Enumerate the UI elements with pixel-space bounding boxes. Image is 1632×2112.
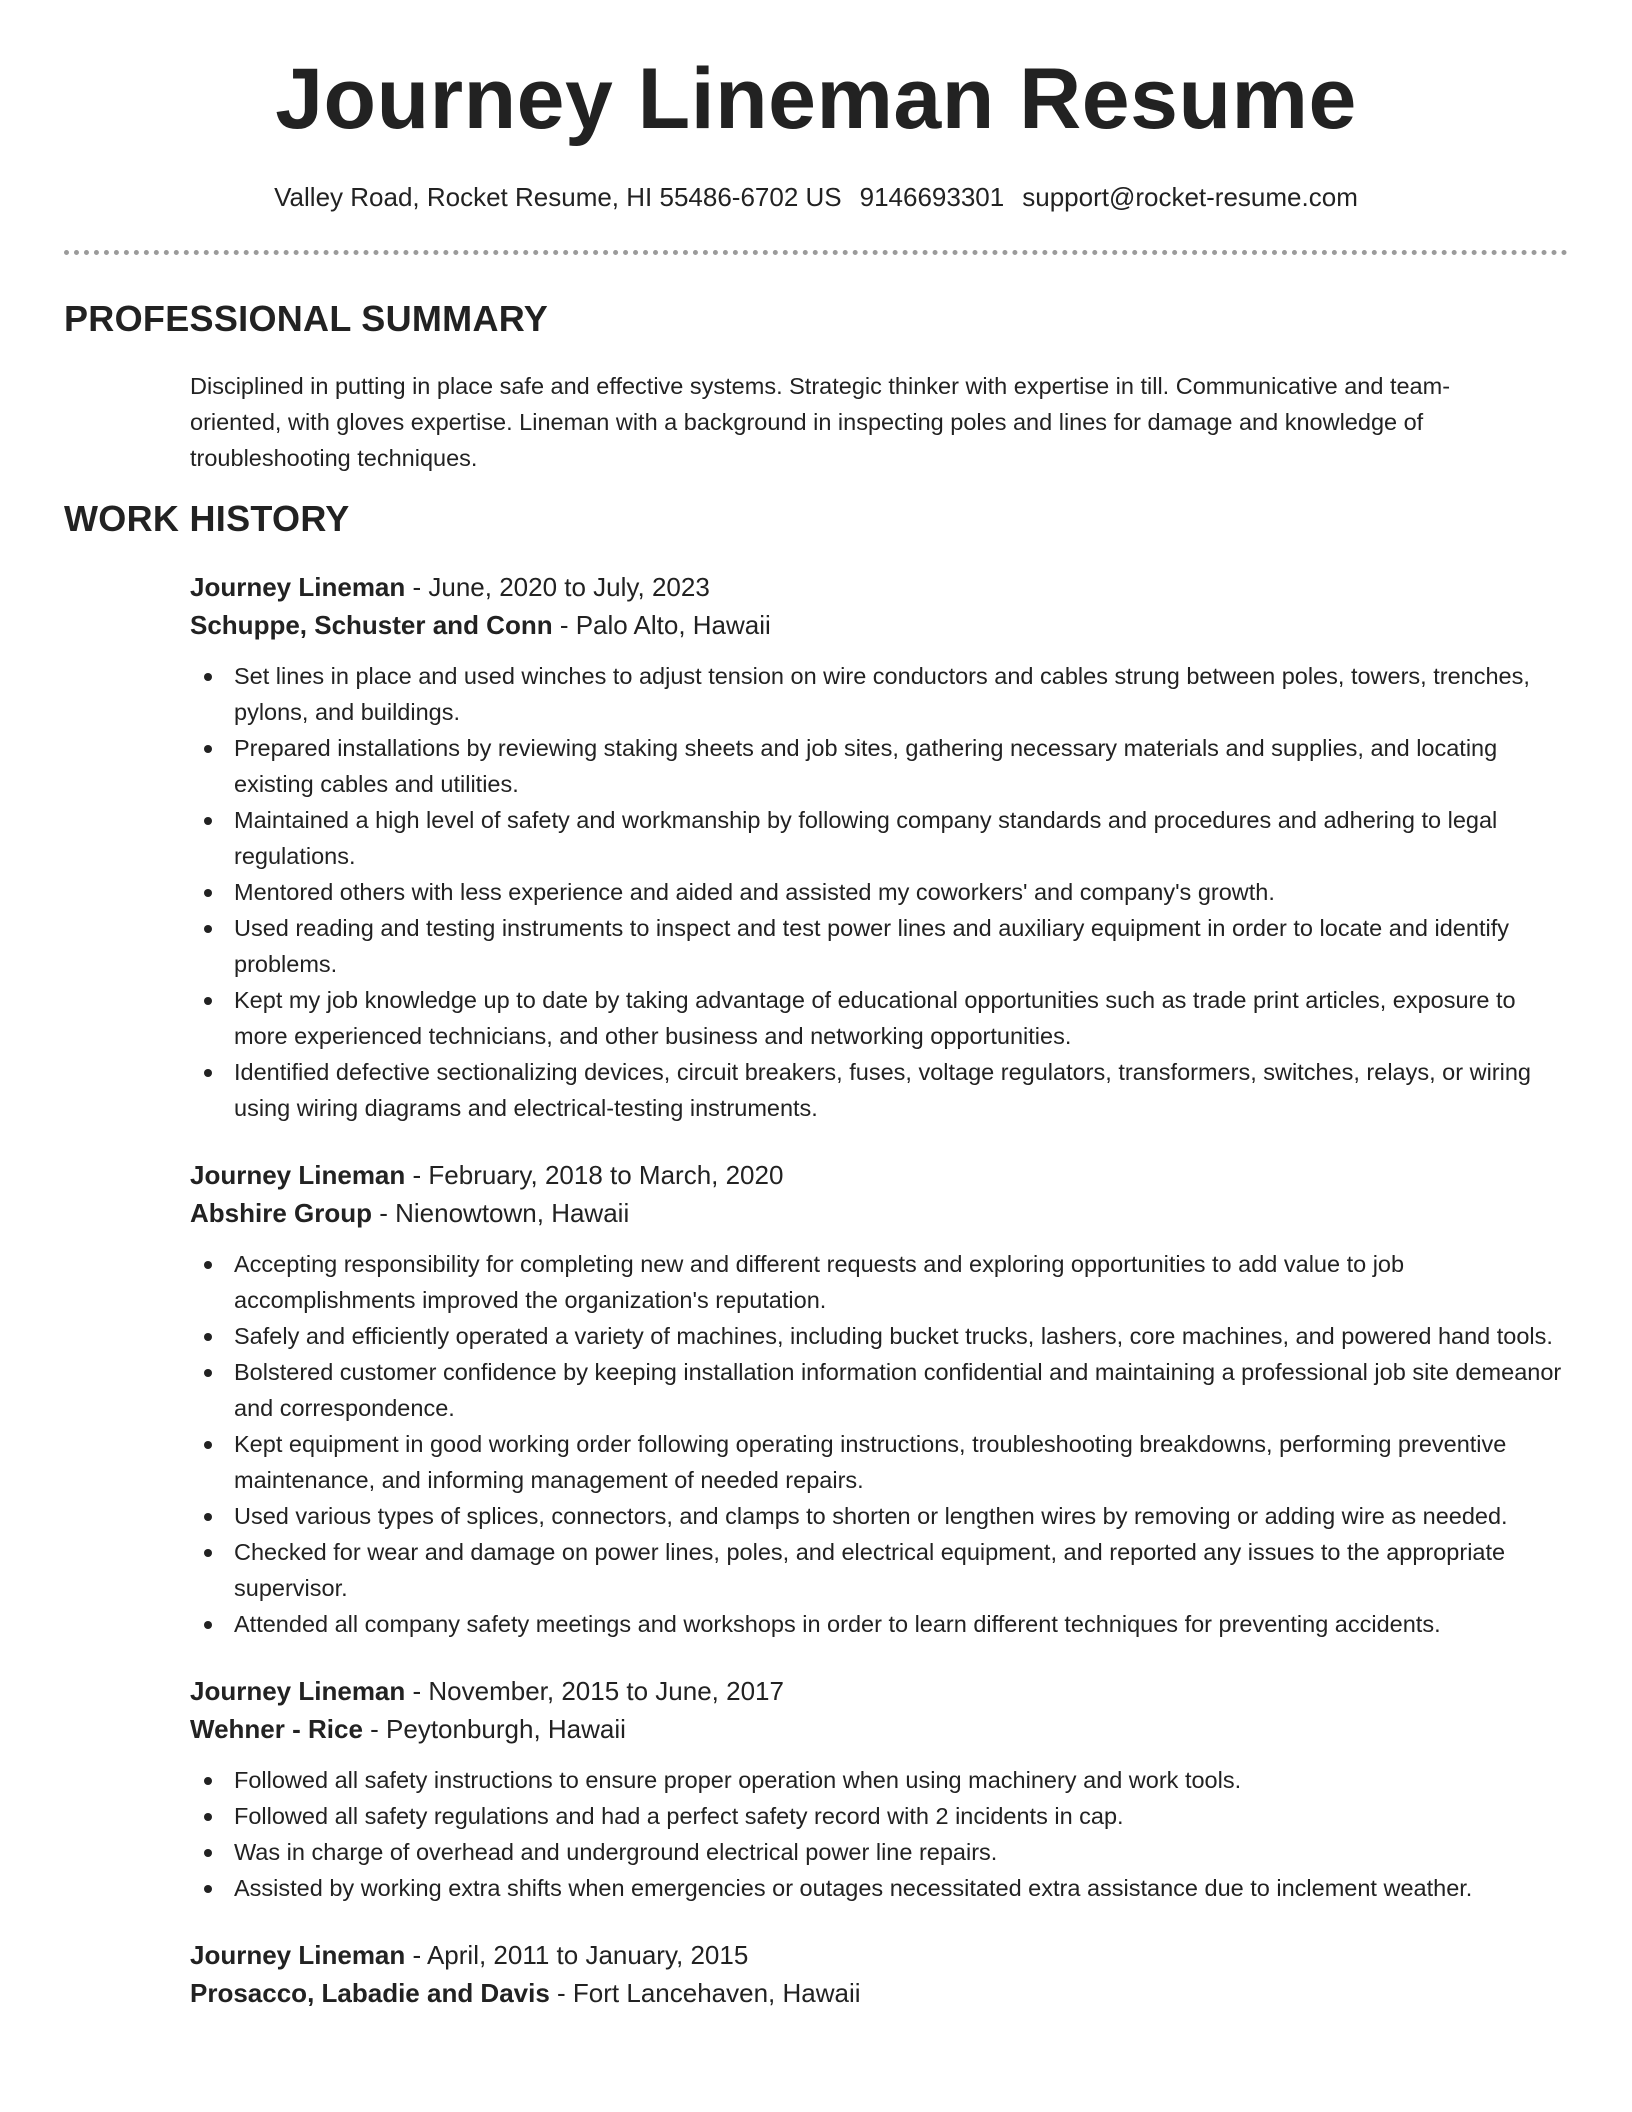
job-bullet: Accepting responsibility for completing new and different requests and exploring opportunities to add value to job accomplishments improved the organization's reputation. xyxy=(190,1246,1570,1318)
job-bullet: Set lines in place and used winches to adjust tension on wire conductors and cables strung between poles, towers, trenches, pylons, and buildings. xyxy=(190,658,1570,730)
job-bullet: Bolstered customer confidence by keeping installation information confidential and maintaining a professional job site demeanor and correspondence. xyxy=(190,1354,1570,1426)
work-history-heading: WORK HISTORY xyxy=(64,498,350,539)
job-entry xyxy=(190,1156,1570,1642)
header-divider xyxy=(64,250,1568,255)
work-history-list xyxy=(190,568,1570,2042)
job-title-line xyxy=(190,1156,1570,1194)
job-dates: - February, 2018 to March, 2020 xyxy=(405,1160,784,1190)
job-bullet: Kept equipment in good working order following operating instructions, troubleshooting breakdowns, performing preventive maintenance, and informing management of needed repairs. xyxy=(190,1426,1570,1498)
job-company-line xyxy=(190,1194,1570,1232)
job-bullet-list xyxy=(190,1762,1570,1906)
job-bullet: Checked for wear and damage on power lines, poles, and electrical equipment, and reported any issues to the appropriate supervisor. xyxy=(190,1534,1570,1606)
job-entry xyxy=(190,1672,1570,1906)
job-dates: - June, 2020 to July, 2023 xyxy=(405,572,710,602)
job-company: Abshire Group xyxy=(190,1198,373,1228)
job-bullet: Followed all safety regulations and had a perfect safety record with 2 incidents in cap. xyxy=(190,1798,1570,1834)
job-title: Journey Lineman xyxy=(190,1676,406,1706)
job-bullet: Mentored others with less experience and aided and assisted my coworkers' and company's growth. xyxy=(190,874,1570,910)
job-company-line xyxy=(190,1710,1570,1748)
job-bullet: Maintained a high level of safety and workmanship by following company standards and procedures and adhering to legal regulations. xyxy=(190,802,1570,874)
job-company-line xyxy=(190,1974,1570,2012)
job-bullet: Was in charge of overhead and underground electrical power line repairs. xyxy=(190,1834,1570,1870)
job-dates: - November, 2015 to June, 2017 xyxy=(405,1676,784,1706)
summary-text: Disciplined in putting in place safe and effective systems. Strategic thinker with expertise in till. Communicative and team-oriented, with gloves expertise. Lineman with a background in inspecting poles and lines for damage and knowledge of troubleshooting techniques. xyxy=(190,373,1451,471)
job-company: Schuppe, Schuster and Conn xyxy=(190,610,553,640)
job-company: Wehner - Rice xyxy=(190,1714,363,1744)
job-bullet: Used various types of splices, connectors, and clamps to shorten or lengthen wires by removing or adding wire as needed. xyxy=(190,1498,1570,1534)
job-bullet: Assisted by working extra shifts when emergencies or outages necessitated extra assistance due to inclement weather. xyxy=(190,1870,1570,1906)
job-location: - Fort Lancehaven, Hawaii xyxy=(549,1978,861,2008)
job-title: Journey Lineman xyxy=(190,572,406,602)
summary-heading: PROFESSIONAL SUMMARY xyxy=(64,298,549,339)
contact-line xyxy=(0,182,1632,213)
job-entry xyxy=(190,1936,1570,2012)
job-title: Journey Lineman xyxy=(190,1160,406,1190)
job-location: - Peytonburgh, Hawaii xyxy=(362,1714,626,1744)
job-title-line xyxy=(190,568,1570,606)
job-title-line xyxy=(190,1672,1570,1710)
job-title: Journey Lineman xyxy=(190,1940,406,1970)
job-bullet-list xyxy=(190,1246,1570,1642)
resume-title: Journey Lineman Resume xyxy=(275,51,1357,147)
job-bullet: Used reading and testing instruments to inspect and test power lines and auxiliary equipment in order to locate and identify problems. xyxy=(190,910,1570,982)
job-company: Prosacco, Labadie and Davis xyxy=(190,1978,550,2008)
job-bullet: Prepared installations by reviewing staking sheets and job sites, gathering necessary materials and supplies, and locating existing cables and utilities. xyxy=(190,730,1570,802)
job-bullet: Kept my job knowledge up to date by taking advantage of educational opportunities such as trade print articles, exposure to more experienced technicians, and other business and networking opportunities. xyxy=(190,982,1570,1054)
job-bullet: Followed all safety instructions to ensure proper operation when using machinery and work tools. xyxy=(190,1762,1570,1798)
job-company-line xyxy=(190,606,1570,644)
job-bullet: Identified defective sectionalizing devices, circuit breakers, fuses, voltage regulators, transformers, switches, relays, or wiring using wiring diagrams and electrical-testing instruments. xyxy=(190,1054,1570,1126)
job-bullet: Attended all company safety meetings and workshops in order to learn different techniques for preventing accidents. xyxy=(190,1606,1570,1642)
contact-address: Valley Road, Rocket Resume, HI 55486-6702 US xyxy=(274,182,842,212)
job-location: - Palo Alto, Hawaii xyxy=(552,610,771,640)
contact-email: support@rocket-resume.com xyxy=(1022,182,1358,212)
job-location: - Nienowtown, Hawaii xyxy=(372,1198,630,1228)
job-dates: - April, 2011 to January, 2015 xyxy=(405,1940,749,1970)
job-entry xyxy=(190,568,1570,1126)
job-title-line xyxy=(190,1936,1570,1974)
job-bullet-list xyxy=(190,658,1570,1126)
contact-phone: 9146693301 xyxy=(859,182,1005,212)
job-bullet: Safely and efficiently operated a variety of machines, including bucket trucks, lashers, core machines, and powered hand tools. xyxy=(190,1318,1570,1354)
